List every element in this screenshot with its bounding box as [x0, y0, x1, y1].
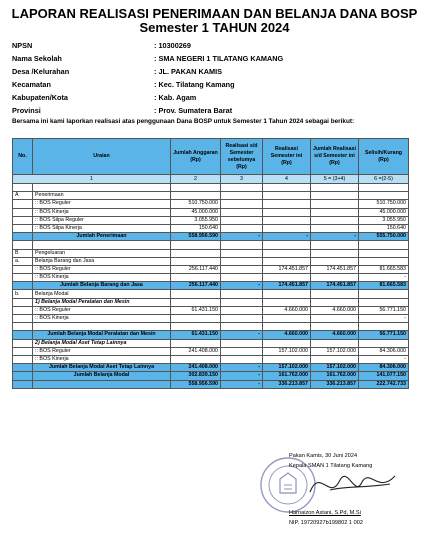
header-budget: Jumlah Anggaran (Rp): [171, 139, 221, 175]
amount-cell: 84.306.000: [359, 347, 409, 355]
amount-cell: [171, 315, 221, 323]
amount-cell: 84.306.000: [359, 364, 409, 372]
amount-cell: -: [221, 282, 263, 290]
row-label: Jumlah Belanja Modal Aset Tetap Lainnya: [33, 364, 171, 372]
empty-cell: [171, 241, 221, 249]
sign-name: Harnaizon Astani, S.Pd, M.Si: [289, 510, 361, 516]
table-row: [13, 298, 409, 306]
empty-cell: [263, 257, 311, 265]
amount-cell: 174.451.857: [263, 282, 311, 290]
empty-cell: [171, 184, 221, 192]
empty-cell: [359, 257, 409, 265]
signature-block: [289, 452, 372, 528]
row-label: :: BOS Kinerja: [33, 355, 171, 363]
row-label: :: BOS Reguler: [33, 306, 171, 314]
row-label: :: BOS Reguler: [33, 265, 171, 273]
empty-cell: [13, 241, 33, 249]
amount-cell: 157.102.000: [263, 364, 311, 372]
table-row: [13, 315, 409, 323]
empty-cell: [13, 331, 33, 339]
empty-cell: [221, 290, 263, 298]
info-row-npsn: [12, 39, 283, 52]
amount-cell: 4.660.000: [311, 331, 359, 339]
colnum-1: 1: [13, 175, 171, 184]
amount-cell: -: [359, 274, 409, 282]
empty-cell: [13, 306, 33, 314]
empty-cell: [359, 323, 409, 331]
amount-cell: -: [263, 233, 311, 241]
empty-cell: [263, 298, 311, 306]
info-label: NPSN: [12, 41, 33, 50]
amount-cell: 4.660.000: [263, 306, 311, 314]
info-label: Provinsi: [12, 106, 41, 115]
empty-cell: [263, 249, 311, 257]
report-subtitle: Semester 1 TAHUN 2024: [139, 20, 290, 35]
report-title: LAPORAN REALISASI PENERIMAAN DAN BELANJA DANA BOSP: [11, 6, 418, 21]
school-info: [12, 39, 283, 117]
row-number: A: [13, 192, 33, 200]
info-row-province: [12, 104, 283, 117]
info-label: Nama Sekolah: [12, 54, 62, 63]
table-row: [13, 208, 409, 216]
amount-cell: -: [221, 372, 263, 380]
amount-cell: 61.431.150: [171, 306, 221, 314]
info-value: : Kec. Tilatang Kamang: [154, 80, 235, 89]
empty-cell: [221, 257, 263, 265]
amount-cell: 558.956.590: [171, 233, 221, 241]
row-label: :: BOS Reguler: [33, 347, 171, 355]
empty-cell: [359, 290, 409, 298]
empty-cell: [221, 192, 263, 200]
info-label: Kabupaten/Kota: [12, 93, 68, 102]
row-label: Belanja Barang dan Jasa: [33, 257, 171, 265]
amount-cell: 157.102.000: [263, 347, 311, 355]
amount-cell: 4.660.000: [263, 331, 311, 339]
amount-cell: 555.750.000: [359, 233, 409, 241]
header-uraian: Uraian: [33, 139, 171, 175]
table-row: [13, 192, 409, 200]
amount-cell: 56.771.150: [359, 306, 409, 314]
amount-cell: 141.077.150: [359, 372, 409, 380]
table-row: [13, 347, 409, 355]
info-value: : JL. PAKAN KAMIS: [154, 67, 222, 76]
empty-cell: [311, 192, 359, 200]
empty-cell: [263, 339, 311, 347]
table-row: [13, 323, 409, 331]
amount-cell: 241.408.000: [171, 364, 221, 372]
empty-cell: [13, 298, 33, 306]
amount-cell: [221, 200, 263, 208]
empty-cell: [311, 184, 359, 192]
amount-cell: [311, 274, 359, 282]
empty-cell: [359, 184, 409, 192]
empty-cell: [13, 347, 33, 355]
amount-cell: [221, 265, 263, 273]
empty-cell: [171, 339, 221, 347]
amount-cell: 174.451.857: [311, 282, 359, 290]
amount-cell: -: [221, 380, 263, 388]
table-row: [13, 372, 409, 380]
empty-cell: [221, 241, 263, 249]
empty-cell: [13, 265, 33, 273]
amount-cell: [263, 200, 311, 208]
empty-cell: [359, 192, 409, 200]
colnum-3: 3: [221, 175, 263, 184]
amount-cell: 56.771.150: [359, 331, 409, 339]
amount-cell: [311, 224, 359, 232]
amount-cell: 61.431.150: [171, 331, 221, 339]
empty-cell: [13, 372, 33, 380]
amount-cell: [263, 224, 311, 232]
amount-cell: -: [221, 331, 263, 339]
empty-cell: [33, 323, 171, 331]
table-row: [13, 274, 409, 282]
table-row: [13, 339, 409, 347]
amount-cell: -: [311, 233, 359, 241]
table-row: [13, 290, 409, 298]
amount-cell: 81.665.583: [359, 282, 409, 290]
amount-cell: 150.640: [171, 224, 221, 232]
amount-cell: [221, 306, 263, 314]
sign-position: Kepala SMAN 1 Tilatang Kamang: [289, 462, 373, 469]
table-row: [13, 216, 409, 224]
table-row: [13, 241, 409, 249]
empty-cell: [221, 249, 263, 257]
empty-cell: [311, 241, 359, 249]
empty-cell: [263, 192, 311, 200]
row-label: :: BOS Silpa Kinerja: [33, 224, 171, 232]
empty-cell: [13, 184, 33, 192]
empty-cell: [13, 355, 33, 363]
row-label: 1) Belanja Modal Peralatan dan Mesin: [33, 298, 171, 306]
amount-cell: [311, 216, 359, 224]
row-label: :: BOS Kinerja: [33, 208, 171, 216]
empty-cell: [263, 290, 311, 298]
empty-cell: [13, 224, 33, 232]
row-number: b.: [13, 290, 33, 298]
empty-cell: [13, 282, 33, 290]
empty-cell: [13, 315, 33, 323]
empty-cell: [171, 298, 221, 306]
info-row-school: [12, 52, 283, 65]
table-number-row: [13, 175, 409, 184]
amount-cell: 3.055.950: [359, 216, 409, 224]
table-row: [13, 224, 409, 232]
amount-cell: 150.640: [359, 224, 409, 232]
amount-cell: 558.956.590: [171, 380, 221, 388]
amount-cell: 157.102.000: [311, 364, 359, 372]
info-label: Desa /Kelurahan: [12, 67, 70, 76]
empty-cell: [221, 339, 263, 347]
table-row: [13, 355, 409, 363]
empty-cell: [33, 184, 171, 192]
table-row: [13, 249, 409, 257]
table-row: [13, 184, 409, 192]
colnum-4: 4: [263, 175, 311, 184]
amount-cell: [221, 315, 263, 323]
amount-cell: 241.408.000: [171, 347, 221, 355]
row-label: :: BOS Silpa Reguler: [33, 216, 171, 224]
table-row: [13, 282, 409, 290]
amount-cell: 510.750.000: [359, 200, 409, 208]
empty-cell: [13, 274, 33, 282]
empty-cell: [221, 184, 263, 192]
table-row: [13, 233, 409, 241]
info-value: : SMA NEGERI 1 TILATANG KAMANG: [154, 54, 284, 63]
amount-cell: [263, 216, 311, 224]
table-body: [13, 184, 409, 389]
empty-cell: [171, 290, 221, 298]
row-label: 2) Belanja Modal Aset Tetap Lainnya: [33, 339, 171, 347]
empty-cell: [359, 339, 409, 347]
amount-cell: 81.665.583: [359, 265, 409, 273]
empty-cell: [359, 249, 409, 257]
table-row: [13, 380, 409, 388]
table-row: [13, 200, 409, 208]
empty-cell: [13, 208, 33, 216]
row-label: Belanja Modal: [33, 290, 171, 298]
intro-text: Bersama ini kami laporkan realisasi atas penggunaan Dana BOSP untuk Semester 1 Tahun 2024 sebagai berikut:: [12, 118, 355, 125]
info-row-regency: [12, 91, 283, 104]
sign-nip: NIP. 19720927b199802 1 002: [289, 519, 363, 526]
amount-cell: 161.762.000: [311, 372, 359, 380]
row-number: B: [13, 249, 33, 257]
amount-cell: [311, 200, 359, 208]
amount-cell: -: [221, 364, 263, 372]
amount-cell: [221, 224, 263, 232]
empty-cell: [263, 241, 311, 249]
table-row: [13, 265, 409, 273]
amount-cell: 256.117.440: [171, 282, 221, 290]
amount-cell: [263, 315, 311, 323]
amount-cell: [263, 208, 311, 216]
colnum-5: 5 = (3+4): [311, 175, 359, 184]
empty-cell: [221, 323, 263, 331]
realization-table: [12, 138, 409, 389]
amount-cell: -: [359, 315, 409, 323]
amount-cell: [221, 355, 263, 363]
empty-cell: [359, 241, 409, 249]
amount-cell: 45.000.000: [359, 208, 409, 216]
empty-cell: [13, 216, 33, 224]
empty-cell: [221, 298, 263, 306]
empty-cell: [171, 257, 221, 265]
amount-cell: [311, 208, 359, 216]
table-row: [13, 364, 409, 372]
header-prev-realization: Realisasi s/d Semester sebelumya (Rp): [221, 139, 263, 175]
amount-cell: 336.213.857: [311, 380, 359, 388]
amount-cell: 510.750.000: [171, 200, 221, 208]
empty-cell: [13, 364, 33, 372]
amount-cell: [171, 355, 221, 363]
empty-cell: [13, 380, 33, 388]
amount-cell: 174.451.857: [311, 265, 359, 273]
row-label: :: BOS Reguler: [33, 200, 171, 208]
sign-place-date: Pakan Kamis, 30 Juni 2024: [289, 453, 358, 459]
amount-cell: 157.102.000: [311, 347, 359, 355]
amount-cell: 45.000.000: [171, 208, 221, 216]
table-row: [13, 257, 409, 265]
amount-cell: -: [359, 355, 409, 363]
empty-cell: [311, 290, 359, 298]
row-label: Jumlah Belanja Barang dan Jasa: [33, 282, 171, 290]
amount-cell: [311, 355, 359, 363]
amount-cell: [263, 355, 311, 363]
empty-cell: [311, 257, 359, 265]
amount-cell: 174.451.857: [263, 265, 311, 273]
header-difference: Selisih/Kurang (Rp): [359, 139, 409, 175]
empty-cell: [263, 323, 311, 331]
empty-cell: [311, 249, 359, 257]
empty-cell: [263, 184, 311, 192]
empty-cell: [13, 233, 33, 241]
amount-cell: [221, 216, 263, 224]
amount-cell: 3.055.950: [171, 216, 221, 224]
row-number: a.: [13, 257, 33, 265]
amount-cell: [263, 274, 311, 282]
table-row: [13, 306, 409, 314]
amount-cell: [311, 315, 359, 323]
empty-cell: [359, 298, 409, 306]
row-label: :: BOS Kinerja: [33, 315, 171, 323]
info-value: : Prov. Sumatera Barat: [154, 106, 233, 115]
row-label: Penerimaan: [33, 192, 171, 200]
row-label: Jumlah Belanja Modal: [33, 372, 171, 380]
colnum-2: 2: [171, 175, 221, 184]
empty-cell: [171, 323, 221, 331]
amount-cell: -: [221, 233, 263, 241]
amount-cell: [221, 274, 263, 282]
table-header-row: [13, 139, 409, 175]
amount-cell: 256.117.440: [171, 265, 221, 273]
info-value: : 10300269: [154, 41, 191, 50]
info-value: : Kab. Agam: [154, 93, 197, 102]
empty-cell: [13, 200, 33, 208]
table-row: [13, 331, 409, 339]
amount-cell: 222.742.733: [359, 380, 409, 388]
row-label: [33, 380, 171, 388]
header-this-realization: Realisasi Semester ini (Rp): [263, 139, 311, 175]
empty-cell: [311, 298, 359, 306]
row-label: :: BOS Kinerja: [33, 274, 171, 282]
amount-cell: 302.839.150: [171, 372, 221, 380]
header-total-realization: Jumlah Realisasi s/d Semester ini (Rp): [311, 139, 359, 175]
amount-cell: [221, 208, 263, 216]
amount-cell: 336.213.857: [263, 380, 311, 388]
empty-cell: [311, 339, 359, 347]
amount-cell: [171, 274, 221, 282]
empty-cell: [13, 323, 33, 331]
info-row-village: [12, 65, 283, 78]
info-label: Kecamatan: [12, 80, 51, 89]
amount-cell: 4.660.000: [311, 306, 359, 314]
empty-cell: [171, 192, 221, 200]
empty-cell: [171, 249, 221, 257]
colnum-6: 6 =(2-5): [359, 175, 409, 184]
amount-cell: [221, 347, 263, 355]
amount-cell: 161.762.000: [263, 372, 311, 380]
info-row-district: [12, 78, 283, 91]
header-no: No.: [13, 139, 33, 175]
empty-cell: [33, 241, 171, 249]
row-label: Jumlah Belanja Modal Peralatan dan Mesin: [33, 331, 171, 339]
empty-cell: [311, 323, 359, 331]
row-label: Pengeluaran: [33, 249, 171, 257]
empty-cell: [13, 339, 33, 347]
row-label: Jumlah Penerimaan: [33, 233, 171, 241]
